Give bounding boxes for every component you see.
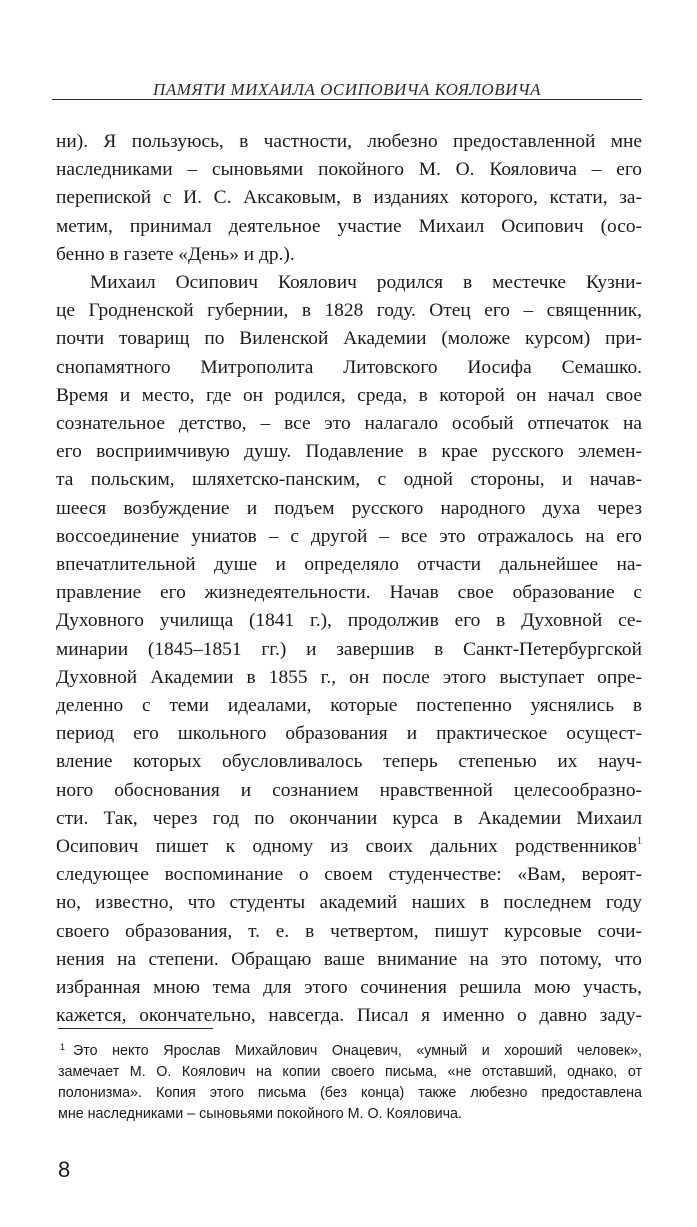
text-line: сознательное детство, – все это налагало особый отпечаток на — [56, 413, 642, 435]
footnote-line: полонизма». Копия этого письма (без конца) также любезно предоставлена — [58, 1085, 642, 1101]
footnote-line-text: Это некто Ярослав Михайлович Онацевич, «умный и хороший человек», — [73, 1043, 642, 1059]
footnote — [58, 1037, 642, 1125]
footnote-marker: 1 — [60, 1042, 66, 1052]
text-line: ного обоснования и сознанием нравственной целесообразно- — [56, 779, 642, 801]
text-line: вление которых обусловливалось теперь степенью их науч- — [56, 751, 642, 773]
text-line: кажется, окончательно, навсегда. Писал я именно о давно заду- — [56, 1005, 642, 1027]
text-line: избранная мною тема для этого сочинения решила мою участь, — [56, 977, 642, 999]
text-line: метим, принимал деятельное участие Михаил Осипович (осо- — [56, 215, 642, 237]
text-line: впечатлительной душе и определяло отчасти дальнейшее на- — [56, 554, 642, 576]
text-line: деленно с теми идеалами, которые постепенно уяснялись в — [56, 695, 642, 717]
text-line: наследниками – сыновьями покойного М. О. Кояловича – его — [56, 159, 642, 181]
footnote-reference[interactable]: 1 — [637, 836, 642, 848]
text-line: Михаил Осипович Коялович родился в местечке Кузни- — [90, 272, 642, 294]
text-line: почти товарищ по Виленской Академии (моложе курсом) при- — [56, 328, 642, 350]
text-line: Время и место, где он родился, среда, в которой он начал свое — [56, 384, 642, 406]
text-line: период его школьного образования и практическое осущест- — [56, 723, 642, 745]
header-rule — [52, 99, 642, 100]
text-line: шееся возбуждение и подъем русского народного духа через — [56, 497, 642, 519]
text-line: правление его жизнедеятельности. Начав свое образование с — [56, 582, 642, 604]
text-line: следующее воспоминание о своем студенчестве: «Вам, вероят- — [56, 864, 642, 886]
body-text — [56, 128, 642, 1031]
text-line: бенно в газете «День» и др.). — [56, 243, 295, 265]
text-line-content: Осипович пишет к одному из своих дальних родственников — [56, 836, 637, 858]
running-head: ПАМЯТИ МИХАИЛА ОСИПОВИЧА КОЯЛОВИЧА — [153, 80, 541, 99]
footnote-rule — [58, 1028, 213, 1029]
text-line: ни). Я пользуюсь, в частности, любезно предоставленной мне — [56, 131, 642, 152]
text-line: Духовной Академии в 1855 г., он после этого выступает опре- — [56, 666, 642, 688]
text-line: его восприимчивую душу. Подавление в крае русского элемен- — [56, 441, 642, 463]
text-line: перепиской с И. С. Аксаковым, в изданиях которого, кстати, за- — [56, 187, 642, 209]
page-number: 8 — [58, 1157, 71, 1182]
footnote-line — [58, 1037, 642, 1062]
text-line: та польским, шляхетско-панским, с одной стороны, и начав- — [56, 469, 642, 491]
text-line: сти. Так, через год по окончании курса в Академии Михаил — [56, 807, 642, 829]
footnote-line: мне наследниками – сыновьями покойного М. О. Кояловича. — [58, 1106, 462, 1122]
text-line: минарии (1845–1851 гг.) и завершив в Санкт-Петербургской — [56, 638, 642, 660]
text-line: снопамятного Митрополита Литовского Иосифа Семашко. — [56, 356, 642, 378]
footnote-line: замечает М. О. Коялович на копии своего письма, «не отставший, однако, от — [58, 1064, 642, 1080]
text-line: Духовного училища (1841 г.), продолжив его в Духовной се- — [56, 610, 642, 632]
text-line-with-footnote-ref — [56, 833, 642, 861]
text-line: воссоединение униатов – с другой – все это отражалось на его — [56, 525, 642, 547]
text-line: нения на степени. Обращаю ваше внимание на это потому, что — [56, 948, 642, 970]
text-line: своего образования, т. е. в четвертом, пишут курсовые сочи- — [56, 920, 642, 942]
text-line: но, известно, что студенты академий наших в последнем году — [56, 892, 642, 914]
text-line: це Гродненской губернии, в 1828 году. Отец его – священник, — [56, 300, 642, 322]
